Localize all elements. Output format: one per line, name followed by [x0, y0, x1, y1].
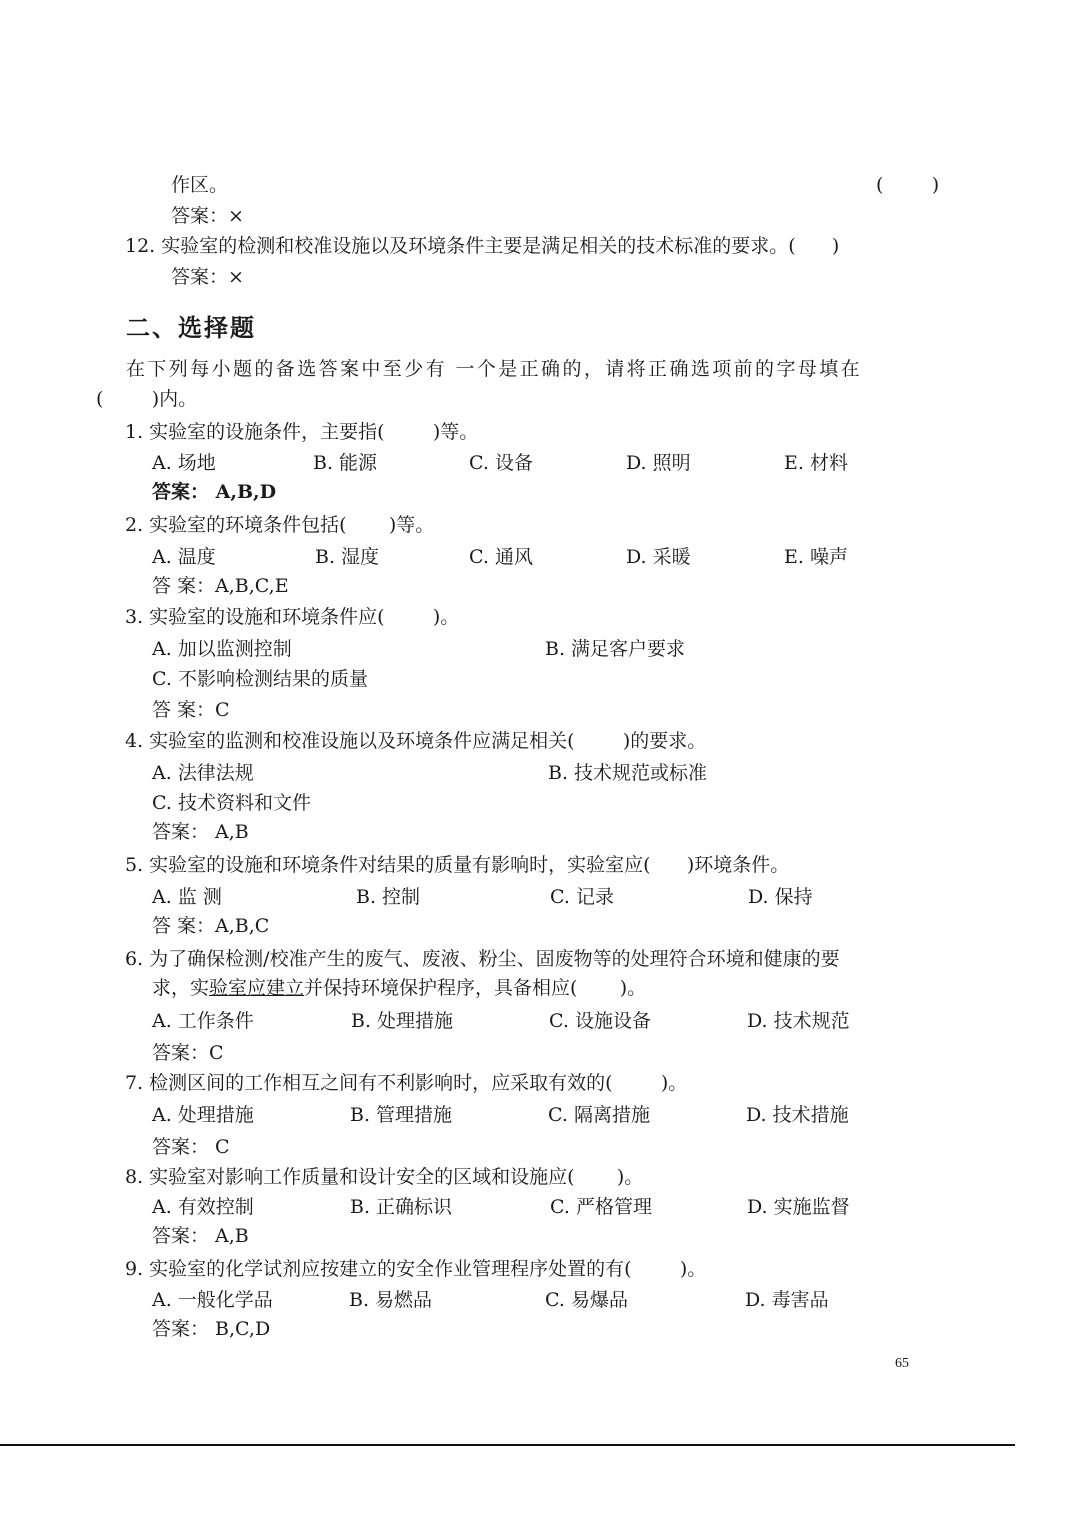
q5-answer: 答 案：A,B,C	[152, 915, 270, 937]
q1-option-d: D. 照明	[626, 452, 691, 474]
q5-option-b: B. 控制	[356, 886, 421, 908]
q11-tail: 作区。	[171, 174, 229, 196]
q7-stem: 7. 检测区间的工作相互之间有不利影响时，应采取有效的( )。	[125, 1072, 688, 1094]
q8-option-c: C. 严格管理	[550, 1196, 652, 1218]
instruction-line-2: ( )内。	[96, 388, 198, 410]
q1-stem: 1. 实验室的设施条件，主要指( )等。	[125, 421, 479, 443]
q2-option-e: E. 噪声	[784, 546, 848, 568]
q1-option-c: C. 设备	[469, 452, 533, 474]
q7-option-d: D. 技术措施	[746, 1104, 849, 1126]
q9-option-d: D. 毒害品	[745, 1289, 829, 1311]
q6-option-d: D. 技术规范	[747, 1010, 850, 1032]
q7-answer: 答案： C	[152, 1136, 230, 1158]
q3-option-b: B. 满足客户要求	[545, 638, 686, 660]
q2-option-b: B. 湿度	[315, 546, 380, 568]
q11-blank: ( )	[876, 174, 940, 196]
q4-answer: 答案： A,B	[152, 821, 249, 843]
q8-option-d: D. 实施监督	[747, 1196, 850, 1218]
q6-stem-line-2	[152, 976, 646, 1000]
page-number: 65	[895, 1356, 909, 1371]
q11-answer: 答案：×	[171, 205, 244, 227]
q6-stem-line-1: 6. 为了确保检测/校准产生的废气、废液、粉尘、固废物等的处理符合环境和健康的要	[125, 948, 840, 970]
q9-answer: 答案： B,C,D	[152, 1318, 271, 1340]
q3-option-a: A. 加以监测控制	[152, 638, 292, 660]
q6-option-b: B. 处理措施	[351, 1010, 454, 1032]
q1-option-a: A. 场地	[152, 452, 216, 474]
q4-option-a: A. 法律法规	[152, 762, 254, 784]
q2-option-d: D. 采暖	[626, 546, 691, 568]
q8-option-a: A. 有效控制	[152, 1196, 254, 1218]
q4-option-c: C. 技术资料和文件	[152, 792, 311, 814]
q4-option-b: B. 技术规范或标准	[548, 762, 708, 784]
q6-answer: 答案：C	[152, 1042, 224, 1064]
q7-option-b: B. 管理措施	[350, 1104, 453, 1126]
q6-option-a: A. 工作条件	[152, 1010, 254, 1032]
q2-stem: 2. 实验室的环境条件包括( )等。	[125, 514, 435, 536]
q5-option-d: D. 保持	[748, 886, 813, 908]
q5-option-a: A. 监 测	[152, 886, 222, 908]
q8-option-b: B. 正确标识	[350, 1196, 453, 1218]
q6-stem-post: 并保持环境保护程序，具备相应( )。	[304, 977, 647, 999]
q6-stem-underlined: 验室应建立	[209, 977, 305, 999]
q1-option-b: B. 能源	[313, 452, 378, 474]
q2-answer: 答 案：A,B,C,E	[152, 575, 289, 597]
q12-stem: 12. 实验室的检测和校准设施以及环境条件主要是满足相关的技术标准的要求。( )	[125, 235, 840, 257]
instruction-line-1: 在下列每小题的备选答案中至少有 一个是正确的，请将正确选项前的字母填在	[126, 358, 863, 380]
q9-option-b: B. 易燃品	[349, 1289, 433, 1311]
section-title: 二、选择题	[126, 314, 256, 342]
q6-stem-pre: 求，实	[152, 977, 210, 999]
q4-stem: 4. 实验室的监测和校准设施以及环境条件应满足相关( )的要求。	[125, 730, 707, 752]
q9-option-a: A. 一般化学品	[152, 1289, 273, 1311]
q8-stem: 8. 实验室对影响工作质量和设计安全的区域和设施应( )。	[125, 1166, 644, 1188]
q8-answer: 答案： A,B	[152, 1225, 249, 1247]
bottom-rule	[0, 1444, 1015, 1446]
q1-option-e: E. 材料	[784, 452, 848, 474]
q3-option-c: C. 不影响检测结果的质量	[152, 668, 368, 690]
q5-stem: 5. 实验室的设施和环境条件对结果的质量有影响时，实验室应( )环境条件。	[125, 854, 790, 876]
q1-answer: 答案： A,B,D	[152, 481, 277, 503]
q9-option-c: C. 易爆品	[545, 1289, 628, 1311]
q7-option-a: A. 处理措施	[152, 1104, 254, 1126]
q5-option-c: C. 记录	[550, 886, 614, 908]
q6-option-c: C. 设施设备	[549, 1010, 651, 1032]
q2-option-c: C. 通风	[469, 546, 533, 568]
q3-stem: 3. 实验室的设施和环境条件应( )。	[125, 606, 460, 628]
q2-option-a: A. 温度	[152, 546, 216, 568]
q3-answer: 答 案：C	[152, 699, 230, 721]
q12-answer: 答案：×	[171, 266, 244, 288]
q9-stem: 9. 实验室的化学试剂应按建立的安全作业管理程序处置的有( )。	[125, 1258, 707, 1280]
q7-option-c: C. 隔离措施	[548, 1104, 650, 1126]
